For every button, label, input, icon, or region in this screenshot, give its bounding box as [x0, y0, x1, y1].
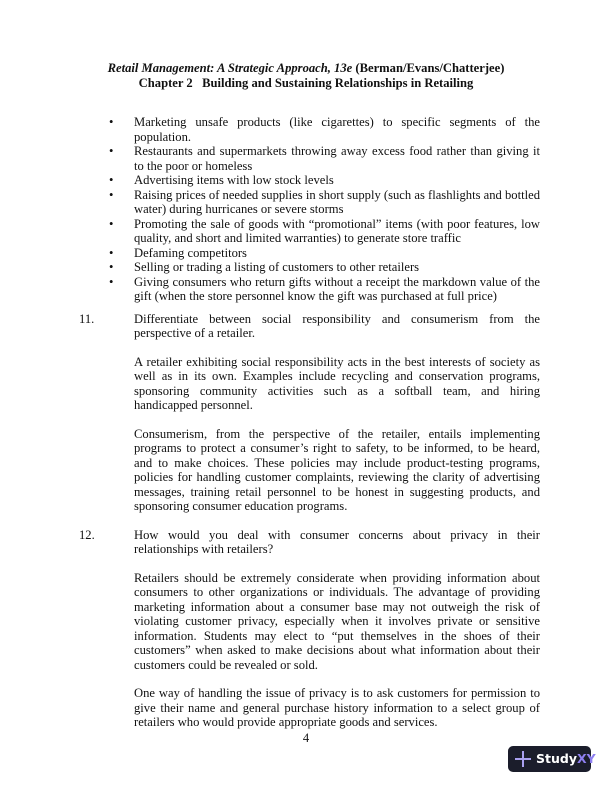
question-number: 11. [79, 311, 95, 326]
list-item [79, 115, 540, 144]
chapter-title: Chapter 2 Building and Sustaining Relationships in Retailing [138, 76, 474, 90]
studyxy-badge[interactable] [508, 746, 596, 772]
list-item-text: Defaming competitors [134, 245, 247, 260]
document-header-title [0, 61, 612, 76]
list-item [79, 275, 540, 304]
list-item-text: Restaurants and supermarkets throwing away excess food rather than giving it to the poor or homeless [134, 144, 540, 173]
plus-icon [515, 751, 531, 767]
list-item [79, 246, 540, 261]
page-body [79, 115, 540, 730]
answer-paragraph: Consumerism, from the perspective of the retailer, entails implementing programs to protect a consumer’s right to safety, to be informed, to be heard, and to make choices. These policies may include product-testing programs, policies for handling customer complaints, reviewing the clarity of advertising messages, training retail personnel to be honest in suggesting products, and sponsoring consumer education programs. [134, 426, 540, 513]
answer-paragraph: Retailers should be extremely considerate when providing information about consumers to other organizations or individuals. The advantage of providing marketing information about a consumer base may not outweigh the risk of violating customer privacy, especially when it involves private or sensitive information. Students may elect to “put themselves in the shoes of their customers” when asked to make decisions about what information about their customers could be revealed or sold. [134, 570, 540, 672]
list-item-text: Raising prices of needed supplies in short supply (such as flashlights and bottled water) during hurricanes or severe storms [134, 187, 540, 216]
list-item [79, 144, 540, 173]
badge-text: Study [536, 750, 577, 766]
list-item [79, 217, 540, 246]
list-item [79, 260, 540, 275]
question-text: Differentiate between social responsibility and consumerism from the perspective of a retailer. [134, 311, 540, 340]
bullet-glyph: • [109, 173, 114, 187]
question-12 [79, 528, 540, 557]
question-text: How would you deal with consumer concerns about privacy in their relationships with retailers? [134, 527, 540, 556]
book-title: Retail Management: A Strategic Approach, 13e [107, 61, 353, 75]
list-item [79, 188, 540, 217]
bullet-glyph: • [109, 187, 114, 202]
list-item-text: Selling or trading a listing of customers to other retailers [134, 260, 420, 274]
page-number: 4 [302, 731, 310, 745]
bullet-glyph: • [109, 260, 114, 274]
bullet-glyph: • [109, 216, 114, 231]
bullet-glyph: • [109, 144, 114, 158]
bullet-glyph: • [109, 245, 114, 260]
book-authors: (Berman/Evans/Chatterjee) [355, 61, 505, 75]
answer-paragraph: A retailer exhibiting social responsibility acts in the best interests of society as well as in its own. Examples include recycling and conservation programs, sponsoring community activities such as a softball team, and hiring handicapped personnel. [134, 354, 540, 412]
list-item-text: Advertising items with low stock levels [134, 173, 334, 187]
list-item-text: Marketing unsafe products (like cigarettes) to specific segments of the population. [134, 115, 540, 144]
bullet-glyph: • [109, 274, 114, 289]
bullet-glyph: • [109, 115, 114, 129]
bullet-list [79, 115, 540, 304]
answer-paragraph: One way of handling the issue of privacy is to ask customers for permission to give their name and general purchase history information to a select group of retailers who would provide appropriate goods and services. [134, 686, 540, 729]
badge-accent-text: XY [576, 750, 596, 766]
list-item [79, 173, 540, 188]
question-number: 12. [79, 527, 95, 542]
question-11 [79, 312, 540, 341]
list-item-text: Giving consumers who return gifts without a receipt the markdown value of the gift (when the store personnel know the gift was purchased at full price) [134, 274, 540, 303]
list-item-text: Promoting the sale of goods with “promotional” items (with poor features, low quality, and short and limited warranties) to generate store traffic [134, 216, 540, 245]
